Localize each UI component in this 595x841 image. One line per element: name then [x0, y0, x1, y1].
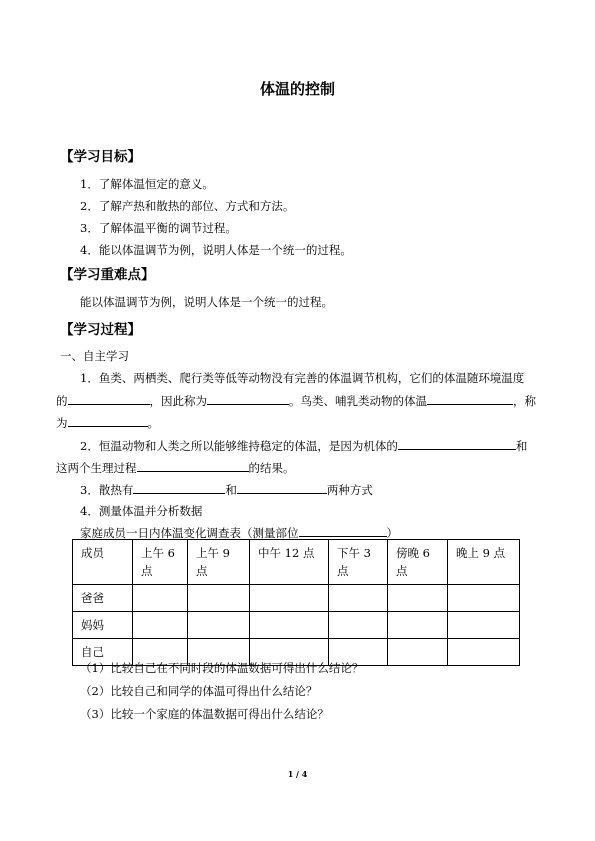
table-row-label: 自己 [73, 639, 133, 666]
question-2-line-2 [56, 459, 295, 476]
objective-item: 1．了解体温恒定的意义。 [80, 177, 214, 191]
table-cell[interactable] [388, 585, 448, 612]
table-cell[interactable] [448, 612, 520, 639]
question-1-text: 的 [56, 394, 68, 408]
table-row-label: 爸爸 [73, 585, 133, 612]
key-points-heading: 【学习重难点】 [60, 267, 155, 283]
table-cell[interactable] [329, 585, 388, 612]
question-3-text: 和 [225, 483, 237, 497]
table-cell[interactable] [250, 612, 329, 639]
temperature-survey-table [72, 539, 520, 666]
key-points-text: 能以体温调节为例，说明人体是一个统一的过程。 [80, 295, 333, 309]
table-cell[interactable] [133, 585, 188, 612]
question-1-text: 。 [147, 416, 159, 430]
table-row-label: 妈妈 [73, 612, 133, 639]
question-2-text: 和 [515, 439, 528, 453]
question-2-text: 的结果。 [248, 461, 295, 475]
table-header-row [73, 540, 520, 585]
question-3-text: 两种方式 [326, 483, 373, 497]
answer-blank[interactable] [68, 414, 148, 427]
question-2-line-1 [80, 437, 527, 454]
table-header-cell: 晚上 9 点 [448, 540, 520, 585]
table-header-cell: 上午 9 点 [188, 540, 250, 585]
answer-blank[interactable] [427, 392, 513, 405]
table-cell[interactable] [133, 612, 188, 639]
question-1-text: ，因此称为 [149, 394, 207, 408]
answer-blank[interactable] [137, 459, 249, 472]
sub-question: （2）比较自己和同学的体温可得出什么结论？ [80, 684, 318, 698]
table-cell[interactable] [250, 585, 329, 612]
table-caption-text: ） [386, 526, 398, 540]
table-row [73, 612, 520, 639]
objectives-heading: 【学习目标】 [60, 149, 141, 165]
table-cell[interactable] [388, 612, 448, 639]
table-header-cell: 傍晚 6 点 [388, 540, 448, 585]
table-header-cell: 中午 12 点 [250, 540, 329, 585]
question-1-line-3 [56, 414, 159, 431]
question-3-text: 3．散热有 [80, 483, 134, 497]
question-1-line-2 [56, 392, 536, 409]
answer-blank[interactable] [398, 437, 516, 450]
process-heading: 【学习过程】 [60, 322, 141, 338]
question-1-text: 。鸟类、哺乳类动物的体温 [289, 394, 427, 408]
table-caption-text: 家庭成员一日内体温变化调查表（测量部位 [80, 526, 299, 540]
page-title: 体温的控制 [259, 80, 335, 98]
section-title: 一、自主学习 [60, 349, 129, 363]
answer-blank[interactable] [133, 481, 225, 494]
question-3 [80, 481, 373, 498]
table-row [73, 585, 520, 612]
table-cell[interactable] [388, 639, 448, 666]
question-1-text: 为 [56, 416, 68, 430]
table-cell[interactable] [448, 585, 520, 612]
sub-question: （1）比较自己在不同时段的体温数据可得出什么结论？ [80, 661, 364, 675]
table-header-cell: 上午 6 点 [133, 540, 188, 585]
sub-question: （3）比较一个家庭的体温数据可得出什么结论？ [80, 707, 329, 721]
table-cell[interactable] [329, 612, 388, 639]
page-number: 1 / 4 [287, 769, 308, 779]
question-2-text: 这两个生理过程 [56, 461, 137, 475]
answer-blank[interactable] [68, 392, 150, 405]
answer-blank[interactable] [237, 481, 327, 494]
question-1-line-1: 1．鱼类、两栖类、爬行类等低等动物没有完善的体温调节机构，它们的体温随环境温度 [80, 371, 525, 385]
table-header-cell: 下午 3 点 [329, 540, 388, 585]
table-header-cell: 成员 [73, 540, 133, 585]
table-cell[interactable] [448, 639, 520, 666]
table-cell[interactable] [188, 585, 250, 612]
question-2-text: 2．恒温动物和人类之所以能够维持稳定的体温，是因为机体的 [80, 439, 398, 453]
question-4: 4．测量体温并分析数据 [80, 504, 203, 518]
answer-blank[interactable] [207, 392, 289, 405]
objective-item: 4．能以体温调节为例，说明人体是一个统一的过程。 [80, 243, 352, 257]
answer-blank[interactable] [299, 524, 387, 537]
objective-item: 2．了解产热和散热的部位、方式和方法。 [80, 199, 295, 213]
question-1-text: ，称 [513, 394, 536, 408]
table-cell[interactable] [188, 612, 250, 639]
objective-item: 3．了解体温平衡的调节过程。 [80, 221, 237, 235]
